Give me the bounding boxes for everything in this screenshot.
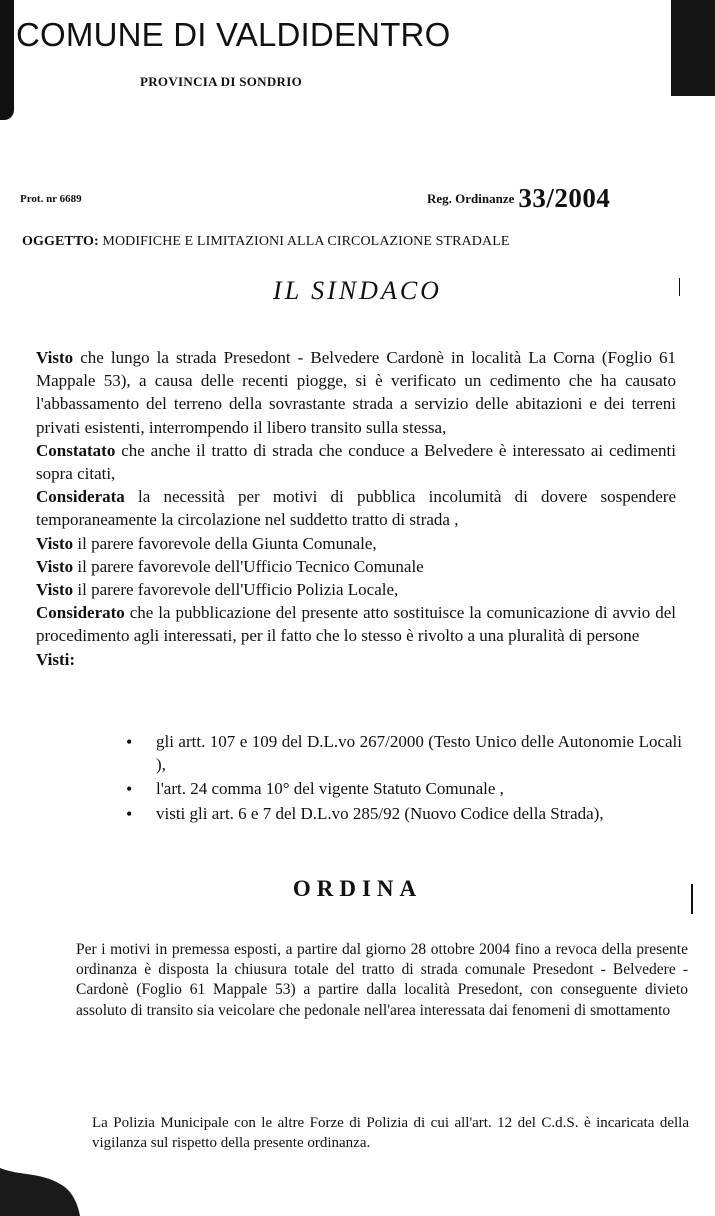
list-item <box>122 803 682 826</box>
premise-item <box>36 578 676 601</box>
premise-label: Considerata <box>36 487 125 507</box>
mayor-heading: IL SINDACO <box>273 276 442 305</box>
premise-item <box>36 485 676 531</box>
premise-label: Visto <box>36 556 74 576</box>
register-number: 33/2004 <box>518 183 611 213</box>
orders-paragraph: Per i motivi in premessa esposti, a partire dal giorno 28 ottobre 2004 fino a revoca della presente ordinanza è disposta la chiusura totale del tratto di strada comunale Presedont - Belvedere - Cardonè (Foglio 61 Mappale 53) a partire dalla località Presedont, con conseguente divieto assoluto di transito sia veicolare che pedonale nell'area interessata dai fenomeni di smottamento <box>76 941 688 1019</box>
premise-item <box>36 439 676 485</box>
orders-text <box>76 940 688 1021</box>
enforcement-note <box>92 1113 689 1153</box>
protocol-number: Prot. nr 6689 <box>20 193 82 205</box>
visti-label: Visti: <box>36 649 76 669</box>
ordinance-register <box>427 183 610 214</box>
premise-text: che lungo la strada Presedont - Belvedere Cardonè in località La Corna (Foglio 61 Mappale 53), a causa delle recenti piogge, si è verificato un cedimento che ha causato l'abbassamento del terreno della sovrastante strada a servizio delle abitazioni e dei terreni privati esistenti, interrompendo il libero transito sulla stessa, <box>36 348 677 437</box>
margin-mark <box>691 884 693 914</box>
premise-text: il parere favorevole dell'Ufficio Polizia Locale, <box>77 580 399 600</box>
premise-item <box>36 555 676 578</box>
premise-text: il parere favorevole dell'Ufficio Tecnico Comunale <box>77 556 424 576</box>
list-item <box>122 731 682 776</box>
subject-text: MODIFICHE E LIMITAZIONI ALLA CIRCOLAZIONE STRADALE <box>102 234 510 249</box>
list-item-text: l'art. 24 comma 10° del vigente Statuto Comunale , <box>156 779 504 799</box>
premise-label: Constatato <box>36 440 116 460</box>
premise-item <box>36 601 676 647</box>
premise-label: Visto <box>36 533 74 553</box>
bullet-icon: • <box>126 779 133 800</box>
premise-item <box>36 346 676 439</box>
orders-heading: ORDINA <box>292 876 423 901</box>
subject-label: OGGETTO: <box>22 234 99 249</box>
visti-heading <box>36 648 676 671</box>
margin-mark <box>679 278 680 296</box>
premise-text: il parere favorevole della Giunta Comunale, <box>77 533 377 553</box>
premise-label: Visto <box>36 348 74 367</box>
visti-list <box>122 731 682 827</box>
bullet-icon: • <box>126 803 133 824</box>
province-subtitle: PROVINCIA DI SONDRIO <box>140 74 303 89</box>
premise-text: che la pubblicazione del presente atto sostituisce la comunicazione di avvio del procedimento agli interessati, per il fatto che lo stesso è rivolto a una pluralità di persone <box>36 603 676 646</box>
municipality-title: COMUNE DI VALDIDENTRO <box>16 16 451 53</box>
list-item-text: visti gli art. 6 e 7 del D.L.vo 285/92 (Nuovo Codice della Strada), <box>156 803 604 823</box>
scan-edge-corner <box>0 1160 80 1216</box>
enforcement-paragraph: La Polizia Municipale con le altre Forze di Polizia di cui all'art. 12 del C.d.S. è incaricata della vigilanza sul rispetto della presente ordinanza. <box>92 1115 689 1151</box>
list-item <box>122 778 682 801</box>
premise-label: Considerato <box>36 603 125 623</box>
subject-line <box>22 234 510 250</box>
premise-label: Visto <box>36 580 74 600</box>
premise-text: che anche il tratto di strada che conduce a Belvedere è interessato ai cedimenti sopra citati, <box>36 440 677 484</box>
scan-edge-right <box>671 0 715 96</box>
list-item-text: gli artt. 107 e 109 del D.L.vo 267/2000 (Testo Unico delle Autonomie Locali ), <box>156 732 682 774</box>
bullet-icon: • <box>126 732 133 752</box>
premise-item <box>36 532 676 555</box>
register-label: Reg. Ordinanze <box>427 191 515 206</box>
premise-text: la necessità per motivi di pubblica incolumità di dovere sospendere temporaneamente la circolazione nel suddetto tratto di strada , <box>36 487 676 530</box>
scan-edge-left <box>0 0 14 120</box>
premises-section <box>36 346 676 671</box>
